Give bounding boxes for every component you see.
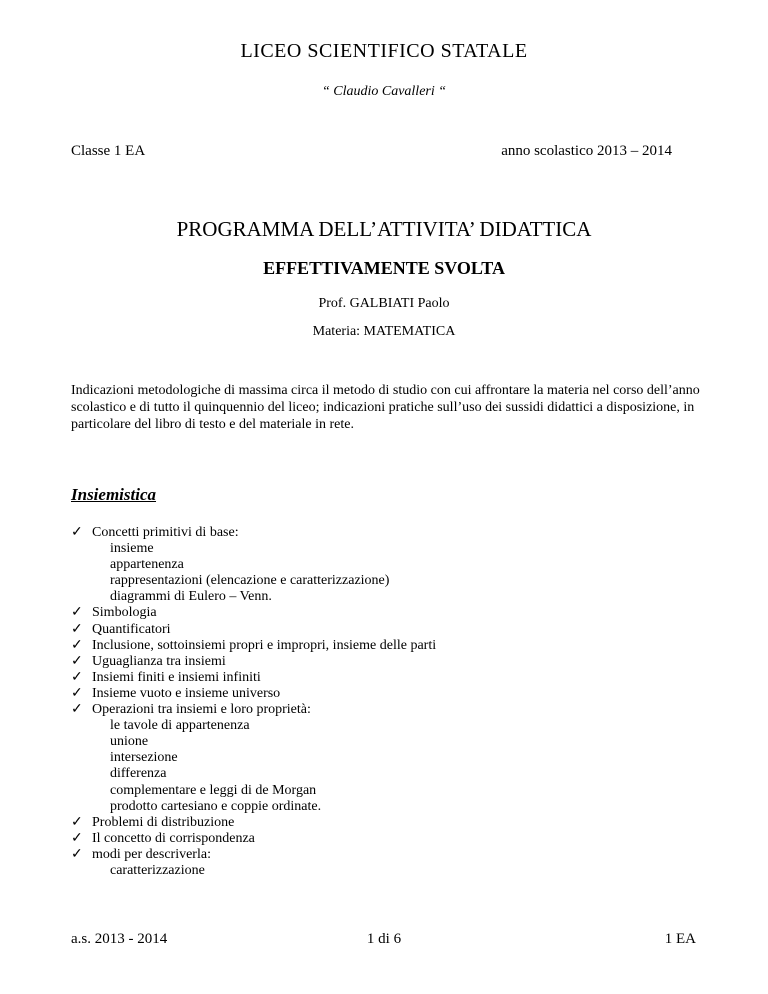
topic-text: Insiemi finiti e insiemi infiniti	[92, 669, 261, 685]
subtopic-text: le tavole di appartenenza	[110, 718, 250, 734]
subtopic-text: intersezione	[110, 750, 178, 766]
check-icon: ✓	[71, 702, 83, 718]
subtopic-item	[71, 750, 436, 766]
topic-text: modi per descriverla:	[92, 846, 211, 862]
topic-list	[71, 525, 436, 879]
intro-paragraph: Indicazioni metodologiche di massima circa il metodo di studio con cui affrontare la materia nel corso dell’anno scolastico e di tutto il quinquennio del liceo; indicazioni pratiche sull’uso dei sussidi didattici a disposizione, in particolare del libro di testo e del materiale in rete.	[71, 383, 700, 432]
subtopic-item	[71, 783, 436, 799]
school-title: LICEO SCIENTIFICO STATALE	[240, 40, 528, 62]
subtopic-item	[71, 718, 436, 734]
school-year: anno scolastico 2013 – 2014	[501, 143, 672, 159]
subtopic-text: prodotto cartesiano e coppie ordinate.	[110, 798, 322, 814]
topic-text: Concetti primitivi di base:	[92, 525, 239, 540]
topic-text: Operazioni tra insiemi e loro proprietà:	[92, 702, 311, 718]
check-icon: ✓	[71, 669, 83, 685]
topic-text: Simbologia	[92, 605, 157, 621]
subtopic-item	[71, 557, 436, 573]
topic-item	[71, 622, 436, 638]
subtopic-text: appartenenza	[110, 557, 184, 573]
topic-item	[71, 670, 436, 686]
topic-item	[71, 686, 436, 702]
subtopic-item	[71, 799, 436, 815]
check-icon: ✓	[71, 525, 83, 540]
class-label: Classe 1 EA	[71, 143, 146, 159]
topic-item	[71, 831, 436, 847]
topic-text: Quantificatori	[92, 621, 171, 637]
topic-item	[71, 654, 436, 670]
subtopic-text: caratterizzazione	[110, 862, 205, 878]
check-icon: ✓	[71, 846, 83, 862]
topic-text: Insieme vuoto e insieme universo	[92, 685, 281, 701]
check-icon: ✓	[71, 653, 83, 669]
check-icon: ✓	[71, 621, 83, 637]
subtopic-text: unione	[110, 734, 149, 750]
check-icon: ✓	[71, 830, 83, 846]
subtopic-item	[71, 589, 436, 605]
subtopic-text: complementare e leggi di de Morgan	[110, 782, 317, 798]
footer-class: 1 EA	[664, 931, 696, 947]
topic-item	[71, 605, 436, 621]
subject-label: Materia: MATEMATICA	[312, 324, 456, 339]
topic-item	[71, 638, 436, 654]
section-title: Insiemistica	[71, 485, 157, 504]
check-icon: ✓	[71, 605, 83, 621]
subtopic-item	[71, 863, 436, 879]
topic-text: Inclusione, sottoinsiemi propri e impropri, insieme delle parti	[92, 637, 437, 653]
document-subtitle: EFFETTIVAMENTE SVOLTA	[263, 258, 505, 278]
topic-text: Problemi di distribuzione	[92, 814, 235, 830]
professor-name: Prof. GALBIATI Paolo	[318, 296, 450, 311]
check-icon: ✓	[71, 685, 83, 701]
topic-text: Il concetto di corrispondenza	[92, 830, 255, 846]
subtopic-item	[71, 541, 436, 557]
topic-item	[71, 702, 436, 718]
topic-item	[71, 525, 436, 541]
check-icon: ✓	[71, 637, 83, 653]
topic-item	[71, 815, 436, 831]
subtopic-text: rappresentazioni (elencazione e caratterizzazione)	[110, 573, 390, 589]
subtopic-text: diagrammi di Eulero – Venn.	[110, 589, 272, 605]
subtopic-item	[71, 734, 436, 750]
document-title: PROGRAMMA DELL’ATTIVITA’ DIDATTICA	[176, 217, 592, 241]
topic-text: Uguaglianza tra insiemi	[92, 653, 226, 669]
footer-year: a.s. 2013 - 2014	[71, 931, 168, 947]
subtopic-text: differenza	[110, 766, 167, 782]
subtopic-item	[71, 766, 436, 782]
school-name: “ Claudio Cavalleri “	[321, 84, 447, 99]
subtopic-text: insieme	[110, 541, 154, 557]
subtopic-item	[71, 573, 436, 589]
check-icon: ✓	[71, 814, 83, 830]
page-number: 1 di 6	[366, 931, 402, 947]
topic-item	[71, 847, 436, 863]
